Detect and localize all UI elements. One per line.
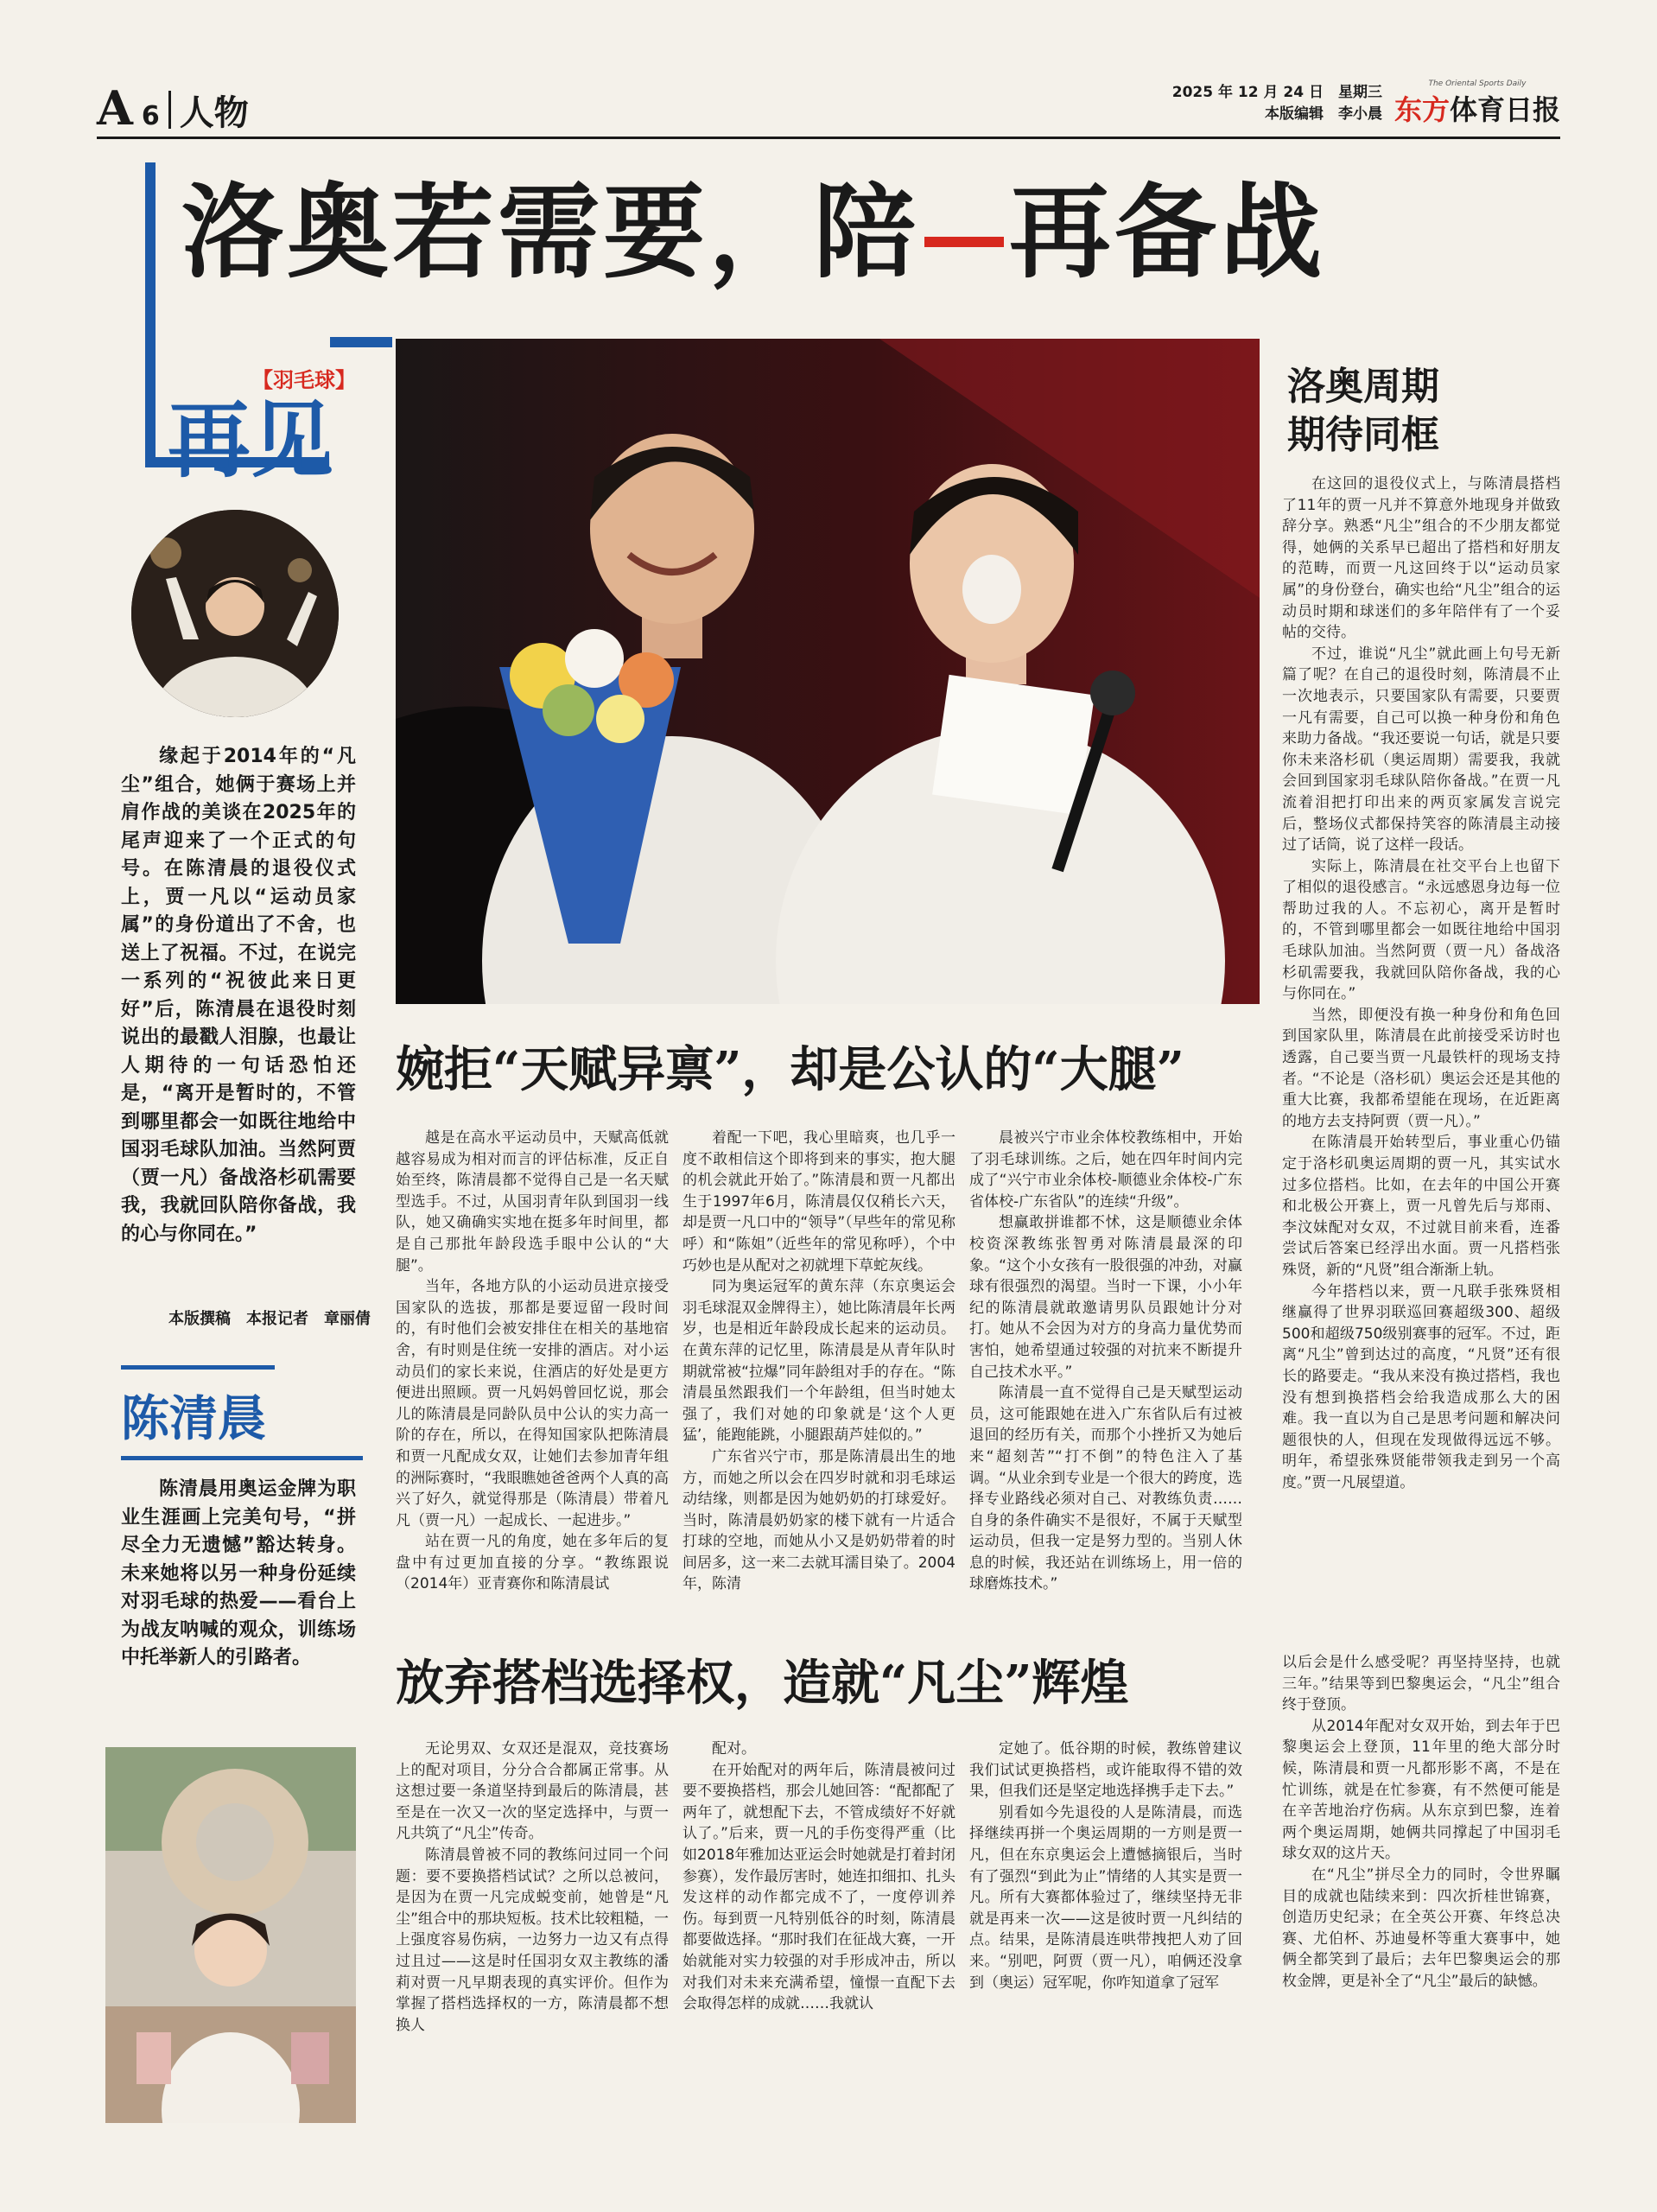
right-title-text: 洛奥周期 期待同框 xyxy=(1287,365,1439,457)
section-name: 人物 xyxy=(179,93,249,133)
paragraph: 着配一下吧，我心里暗爽，也几乎一度不敢相信这个即将到来的事实，抱大腿的机会就此开始了。”陈清晨和贾一凡都出生于1997年6月，陈清晨仅仅稍长六天，却是贾一凡口中的“领导”（早些年的常见称呼）和“陈姐”（近些年的常见称呼），个中巧妙也是从配对之初就埋下草蛇灰线。 xyxy=(682,1129,955,1274)
paragraph: 无论男双、女双还是混双，竞技赛场上的配对项目，分分合合都属正常事。从这想过要一条道坚持到最后的陈清晨，甚至是在一次又一次的坚定选择中，与贾一凡共筑了“凡尘”传奇。 xyxy=(396,1740,669,1843)
paragraph: 广东省兴宁市，那是陈清晨出生的地方，而她之所以会在四岁时就和羽毛球运动结缘，则都是因为她奶奶的打球爱好。当时，陈清晨奶奶家的楼下就有一片适合打球的空地，而她从小又是奶奶带着的时间居多，这一来二去就耳濡目染了。2004年，陈清 xyxy=(682,1447,955,1593)
paragraph: 今年搭档以来，贾一凡联手张殊贤相继赢得了世界羽联巡回赛超级300、超级500和超级750级别赛事的冠军。不过，距离“凡尘”曾到达过的高度，“凡贤”还有很长的路要走。“我从来没有换过搭档，我也没有想到换搭档会给我造成那么大的困难。我一直以为自己是思考问题和解决问题很快的人，但现在发现做得远远不够。明年，希望张殊贤能带领我走到另一个高度。”贾一凡展望道。 xyxy=(1282,1282,1560,1491)
sport-tag: 【羽毛球】 xyxy=(252,368,356,392)
main-photo xyxy=(396,339,1260,1004)
section2-title: 放弃搭档选择权，造就“凡尘”辉煌 xyxy=(396,1655,1129,1712)
header-divider xyxy=(168,91,171,129)
paragraph: 陈清晨一直不觉得自己是天赋型运动员，这可能跟她在进入广东省队后有过被退回的经历有关，而那个小挫折又为她后来“超刻苦”“打不倒”的特色注入了基调。“从业余到专业是一个很大的跨度，选择专业路线必须对自己、对教练负责……自身的条件确实不是很好，不属于天赋型运动员，但我一定是努力型的。当别人休息的时候，我还站在训练场上，用一倍的球磨炼技术。” xyxy=(969,1384,1242,1593)
paragraph: 在开始配对的两年后，陈清晨被问过要不要换搭档，那会儿她回答：“配都配了两年了，就想配下去，不管成绩好不好就认了。”后来，贾一凡的手伤变得严重（比如2018年雅加达亚运会时她就是打着封闭参赛），发作最厉害时，她连扣细扣、扎头发这样的动作都完成不了，一度停训养伤。每到贾一凡特别低谷的时刻，陈清晨都要做选择。“那时我们在征战大赛，一开始就能对实力较强的对手形成冲击，所以对我们对未来充满希望，憧憬一直配下去会取得怎样的成就……我就认 xyxy=(682,1761,955,2013)
right-column-title xyxy=(1287,363,1439,460)
issue-date: 2025 年 12 月 24 日 星期三 xyxy=(1171,84,1382,102)
section1-col3 xyxy=(969,1128,1242,1611)
page-editor: 本版编辑 李小晨 xyxy=(1264,105,1382,123)
paragraph: 当年，各地方队的小运动员进京接受国家队的选拔，那都是要逗留一段时间的，有时他们会被安排住在相关的基地宿舍，有时则是住统一安排的酒店。对小运动员们的家长来说，住酒店的好处是更方便进出照顾。贾一凡妈妈曾回忆说，那会儿的陈清晨是同龄队员中公认的实力高一阶的存在，所以，在得知国家队把陈清晨和贾一凡配成女双，让她们去参加青年组的洲际赛时，“我眼瞧她爸爸两个人真的高兴了好久，就觉得那是（陈清晨）带着凡凡（贾一凡）一起成长、一起进步。” xyxy=(396,1278,669,1529)
paragraph: 站在贾一凡的角度，她在多年后的复盘中有过更加直接的分享。“教练跟说（2014年）亚青赛你和陈清晨试 xyxy=(396,1533,669,1593)
masthead xyxy=(1172,79,1560,128)
paragraph: 别看如今先退役的人是陈清晨，而选择继续再拼一个奥运周期的一方则是贾一凡，但在东京奥运会上遭憾摘银后，当时有了强烈“到此为止”情绪的人其实是贾一凡。所有大赛都体验过了，继续坚持无非就是再来一次——这是彼时贾一凡纠结的点。结果，是陈清晨连哄带拽把人劝了回来。“别吧，阿贾（贾一凡），咱俩还没拿到（奥运）冠军呢，你咋知道拿了冠军 xyxy=(969,1803,1242,1992)
issue-info xyxy=(1172,82,1382,124)
paragraph: 不过，谁说“凡尘”就此画上句号无新篇了呢？在自己的退役时刻，陈清晨不止一次地表示，只要国家队有需要，只要贾一凡有需要，自己可以换一种身份和角色来助力备战。“我还要说一句话，就是只要你未来洛杉矶（奥运周期）需要我，我就会回到国家羽毛球队陪你备战。”在贾一凡流着泪把打印出来的两页家属发言说完后，整场仪式都保持笑容的陈清晨主动接过了话筒，说了这样一段话。 xyxy=(1282,645,1560,855)
header-rule xyxy=(97,137,1560,139)
paragraph: 想赢敢拼谁都不怵，这是顺德业余体校资深教练张智勇对陈清晨最深的印象。“这个小女孩有一股很强的冲劲，对赢球有很强烈的渴望。当时一下课，小小年纪的陈清晨就敢邀请男队员跟她计分对打。她从不会因为对方的身高力量优势而害怕，她希望通过较强的对抗来不断提升自己技术水平。” xyxy=(969,1214,1242,1381)
section1-col1 xyxy=(396,1128,669,1611)
paragraph: 同为奥运冠军的黄东萍（东京奥运会羽毛球混双金牌得主），她比陈清晨年长两岁，也是相近年龄段成长起来的运动员。在黄东萍的记忆里，陈清晨是从青年队时期就常被“拉爆”同年龄组对手的存在。“陈清晨虽然跟我们一个年龄组，但当时她太强了，我们对她的印象就是‘这个人更猛’，能跑能跳，小腿跟葫芦娃似的。” xyxy=(682,1278,955,1445)
intro-text: 缘起于2014年的“凡尘”组合，她俩于赛场上并肩作战的美谈在2025年的尾声迎来了一个正式的句号。在陈清晨的退役仪式上，贾一凡以“运动员家属”的身份道出了不舍，也送上了祝福。不过，在说完一系列的“祝彼此来日更好”后，陈清晨在退役时刻说出的最戳人泪腺，也最让人期待的一句话恐怕还是，“离开是暂时的，不管到哪里都会一如既往地给中国羽毛球队加油。当然阿贾（贾一凡）备战洛杉矶需要我，我就回队陪你备战，我的心与你同在。” xyxy=(121,746,356,1245)
name-rule-top xyxy=(121,1365,275,1370)
page-letter: A xyxy=(97,80,133,136)
paragraph: 在陈清晨开始转型后，事业重心仍锚定于洛杉矶奥运周期的贾一凡，其实试水过多位搭档。比如，在去年的中国公开赛和北极公开赛上，贾一凡曾先后与郑雨、李汶妹配对女双，不过就目前来看，连番尝试后答案已经浮出水面。贾一凡搭档张殊贤，新的“凡贤”组合渐渐上轨。 xyxy=(1282,1134,1560,1279)
newspaper-logo xyxy=(1394,79,1560,128)
byline: 本版撰稿 本报记者 章丽倩 xyxy=(168,1310,371,1328)
section2-col3 xyxy=(969,1738,1242,2119)
page-number: 6 xyxy=(141,101,160,131)
logo-part-a: 东方 xyxy=(1394,93,1450,126)
section1-col2 xyxy=(682,1128,955,1611)
paragraph: 在这回的退役仪式上，与陈清晨搭档了11年的贾一凡并不算意外地现身并做致辞分享。熟悉“凡尘”组合的不少朋友都觉得，她俩的关系早已超出了搭档和好朋友的范畴，而贾一凡这回终于以“运动员家属”的身份登台，确实也给“凡尘”组合的运动员时期和球迷们的多年陪伴有了一个妥帖的交待。 xyxy=(1282,475,1560,642)
right-column-lower xyxy=(1282,1652,1560,2123)
portrait-photo xyxy=(105,1747,356,2123)
name-rule-bottom xyxy=(121,1456,363,1460)
headline-part1: 洛奥若需要，陪 xyxy=(181,172,920,292)
paragraph: 陈清晨曾被不同的教练问过同一个问题：要不要换搭档试试？之所以总被问，是因为在贾一凡完成蜕变前，她曾是“凡尘”组合中的那块短板。技术比较粗糙，一上强度容易伤病，一边努力一边又有点得过且过——这是时任国羽女双主教练的潘莉对贾一凡早期表现的真实评价。但作为掌握了搭档选择权的一方，陈清晨都不想换人 xyxy=(396,1846,669,2034)
headline-part2: 再备战 xyxy=(1009,172,1326,292)
paragraph: 晨被兴宁市业余体校教练相中，开始了羽毛球训练。之后，她在四年时间内完成了“兴宁市业余体校-顺德业余体校-广东省体校-广东省队”的连续“升级”。 xyxy=(969,1129,1242,1211)
section2-col2 xyxy=(682,1738,955,2119)
paragraph: 在“凡尘”拼尽全力的同时，令世界瞩目的成就也陆续来到：四次折桂世锦赛，创造历史纪录；在全英公开赛、年终总决赛、尤伯杯、苏迪曼杯等重大赛事中，她俩全都笑到了最后；去年巴黎奥运会的那枚金牌，更是补全了“凡尘”最后的缺憾。 xyxy=(1282,1866,1560,1990)
athlete-profile: 陈清晨用奥运金牌为职业生涯画上完美句号，“拼尽全力无遗憾”豁达转身。未来她将以另一种身份延续对羽毛球的热爱——看台上为战友呐喊的观众，训练场中托举新人的引路者。 xyxy=(121,1478,356,1669)
logo-part-b: 体育日报 xyxy=(1449,93,1560,126)
paragraph: 定她了。低谷期的时候，教练曾建议我们试试更换搭档，或许能取得不错的效果，但我们还是坚定地选择携手走下去。” xyxy=(969,1740,1242,1801)
headline-red-dash xyxy=(924,237,1004,247)
headline xyxy=(181,172,1326,292)
paragraph: 以后会是什么感受呢？再坚持坚持，也就三年。”结果等到巴黎奥运会，“凡尘”组合终于登顶。 xyxy=(1282,1654,1560,1714)
paragraph: 从2014年配对女双开始，到去年于巴黎奥运会上登顶，11年里的绝大部分时候，陈清晨和贾一凡都形影不离，不是在忙训练，就是在忙参赛，有不然便可能是在辛苦地治疗伤病。从东京到巴黎，连着两个奥运周期，她俩共同撑起了中国羽毛球女双的这片天。 xyxy=(1282,1717,1560,1863)
avatar-photo xyxy=(131,510,339,717)
section2-col1 xyxy=(396,1738,669,2119)
paragraph: 当然，即便没有换一种身份和角色回到国家队里，陈清晨在此前接受采访时也透露，自己要当贾一凡最铁杆的现场支持者。“不论是（洛杉矶）奥运会还是其他的重大比赛，我都希望能在现场，在近距离的地方去支持阿贾（贾一凡）。” xyxy=(1282,1006,1560,1130)
section1-title: 婉拒“天赋异禀”，却是公认的“大腿” xyxy=(396,1041,1184,1098)
paragraph: 配对。 xyxy=(712,1740,756,1758)
page-marker xyxy=(97,80,249,136)
paragraph: 越是在高水平运动员中，天赋高低就越容易成为相对而言的评估标准，反正自始至终，陈清晨都不觉得自己是一名天赋型选手。不过，从国羽青年队到国羽一线队，她又确确实实地在挺多年时间里，都是自己那批年龄段选手眼中公认的“大腿”。 xyxy=(396,1129,669,1274)
paragraph: 实际上，陈清晨在社交平台上也留下了相似的退役感言。“永远感恩身边每一位帮助过我的人。不忘初心，离开是暂时的，不管到哪里都会一如既往地给中国羽毛球队加油。当然阿贾（贾一凡）备战洛杉矶需要我，我就回队陪你备战，我的心与你同在。” xyxy=(1282,857,1560,1003)
athlete-name: 陈清晨 xyxy=(121,1391,266,1447)
blue-bracket-vertical xyxy=(145,162,156,467)
blue-bracket-tab xyxy=(330,337,392,347)
right-column-upper xyxy=(1282,474,1560,1649)
farewell-char-a: 再 xyxy=(168,392,251,489)
logo-english: The Oriental Sports Daily xyxy=(1428,79,1527,88)
farewell-char-b: 见 xyxy=(251,392,333,489)
